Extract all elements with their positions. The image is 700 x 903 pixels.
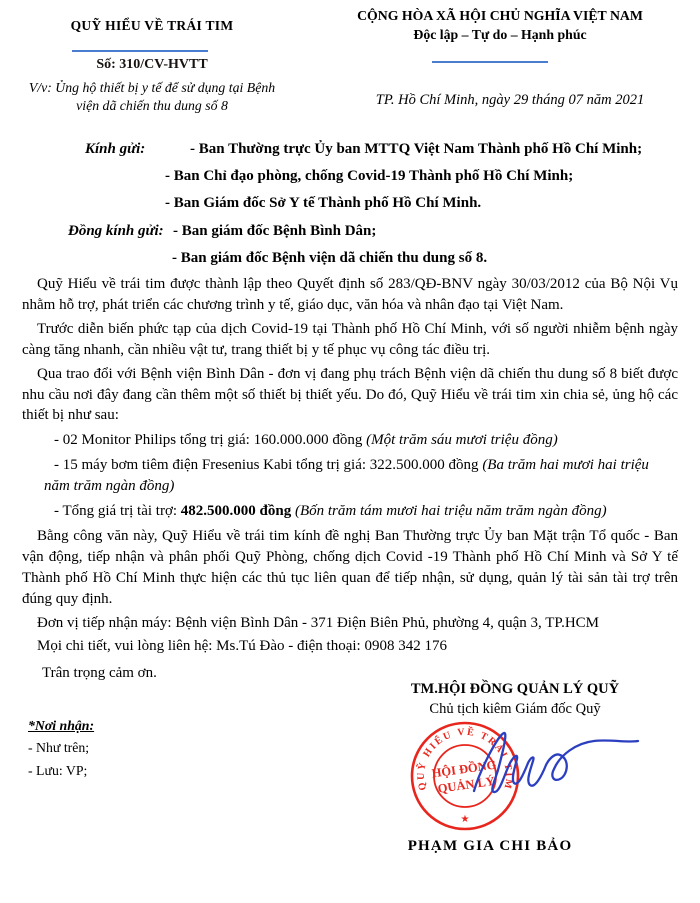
doc-subject-line1: V/v: Ủng hộ thiết bị y tế để sử dụng tại Bệnh [28,80,276,95]
recipient-row [60,136,675,163]
donation-list [22,430,678,522]
signature-block [350,681,680,718]
paragraph-intro: Quỹ Hiểu về trái tim được thành lập theo Quyết định số 283/QĐ-BNV ngày 30/03/2012 của Bộ Nội Vụ nhằm hỗ trợ, phát triển các chương trình y tế, giáo dục, văn hóa và nhân đạo tại Việt Nam. [22,276,678,313]
paragraph-procedure: Bằng công văn này, Quỹ Hiểu về trái tim kính đề nghị Ban Thường trực Ủy ban Mặt trận Tổ quốc - Ban vận động, tiếp nhận và phân phối Quỹ Phòng, chống dịch Covid -19 Thành phố Hồ Chí Minh và Sở Y tế Thành phố Hồ Chí Minh thực hiện các thủ tục liên quan để tiếp nhận, sử dụng, quản lý tài sản tài trợ trên đúng quy định. [22,527,678,607]
amount-in-words: (Ba trăm hai mươi hai triệu năm trăm ngàn đồng) [44,457,649,495]
signer-name: PHẠM GIA CHI BẢO [407,838,573,854]
signing-authority: TM.HỘI ĐỒNG QUẢN LÝ QUỸ [410,681,620,697]
round-stamp [412,723,518,829]
stamp-star-icon: ★ [460,814,470,825]
recipient-item: - Ban giám đốc Bệnh viện dã chiến thu dung số 8. [172,249,488,266]
noi-nhan-label: *Nơi nhận: [28,718,95,733]
recipient-row [60,163,675,190]
stamp-center-line2: QUẢN LÝ [436,773,496,796]
org-name-divider [72,50,208,52]
dong-kinh-gui-label: Đồng kính gửi: [68,222,164,239]
recipients-block [60,136,675,272]
letter-body [22,274,678,684]
doc-subject [12,79,292,115]
stamp-center-line1: HỘI ĐỒNG [430,757,498,781]
signer-title: Chủ tịch kiêm Giám đốc Quỹ [429,701,601,717]
recipient-item: - Ban Giám đốc Sở Y tế Thành phố Hồ Chí Minh. [165,195,482,212]
national-header [320,8,680,43]
contact-line: Mọi chi tiết, vui lòng liên hệ: Ms.Tú Đào - điện thoại: 0908 342 176 [37,637,447,654]
org-header [12,18,292,34]
doc-subject-line2: viện dã chiến thu dung số 8 [76,98,228,113]
recipient-row [60,218,675,245]
donation-item-monitor: - 02 Monitor Philips tổng trị giá: 160.000.000 đồng (Một trăm sáu mươi triệu đồng) [54,432,558,449]
national-motto-line2: Độc lập – Tự do – Hạnh phúc [413,27,587,42]
amount-in-words: (Bốn trăm tám mươi hai triệu năm trăm ngàn đồng) [294,503,607,520]
org-name: QUỸ HIỂU VỀ TRÁI TIM [70,18,234,33]
thanks-line: Trân trọng cảm ơn. [42,664,157,681]
receiver-line: Đơn vị tiếp nhận máy: Bệnh viện Bình Dân - 371 Điện Biên Phủ, phường 4, quận 3, TP.HCM [37,614,600,631]
donation-item-total: - Tổng giá trị tài trợ: 482.500.000 đồng (Bốn trăm tám mươi hai triệu năm trăm ngàn đồng) [54,503,607,520]
recipient-item: - Ban Thường trực Ủy ban MTTQ Việt Nam Thành phố Hồ Chí Minh; [190,141,643,157]
total-amount: 482.500.000 đồng [180,503,295,520]
noi-nhan-item: - Như trên; [28,740,90,755]
noi-nhan-block [28,718,228,782]
national-motto-line1: CỘNG HÒA XÃ HỘI CHỦ NGHĨA VIỆT NAM [357,8,643,23]
paragraph-context: Trước diễn biến phức tạp của dịch Covid-19 tại Thành phố Hồ Chí Minh, với số người nhiễm bệnh ngày càng tăng nhanh, cần nhiều vật tư, trang thiết bị y tế phục vụ công tác điều trị. [22,320,678,358]
stamp-ring-text: QUỸ HIỂU VỀ TRÁI TIM [415,726,515,792]
national-header-divider [432,61,548,63]
noi-nhan-item: - Lưu: VP; [28,762,88,778]
kinh-gui-label: Kính gửi: [85,141,146,157]
paragraph-request: Qua trao đổi với Bệnh viện Bình Dân - đơn vị đang phụ trách Bệnh viện dã chiến thu dung số 8 biết được nhu cầu nơi đây đang cần thêm một số thiết bị thiết yếu. Do đó, Quỹ Hiểu về trái tim xin chia sẻ, ủng hộ các thiết bị như sau: [22,365,678,424]
date-line: TP. Hồ Chí Minh, ngày 29 tháng 07 năm 2021 [375,92,645,108]
amount-in-words: (Một trăm sáu mươi triệu đồng) [366,432,558,449]
recipient-row [60,190,675,217]
donation-item-pump: - 15 máy bơm tiêm điện Fresenius Kabi tổng trị giá: 322.500.000 đồng (Ba trăm hai mươi hai triệu năm trăm ngàn đồng) [44,457,649,495]
recipient-row [60,245,675,272]
recipient-item: - Ban Chỉ đạo phòng, chống Covid-19 Thành phố Hồ Chí Minh; [165,168,574,185]
recipient-item: - Ban giám đốc Bệnh Bình Dân; [173,222,377,239]
doc-number: Số: 310/CV-HVTT [96,57,208,72]
